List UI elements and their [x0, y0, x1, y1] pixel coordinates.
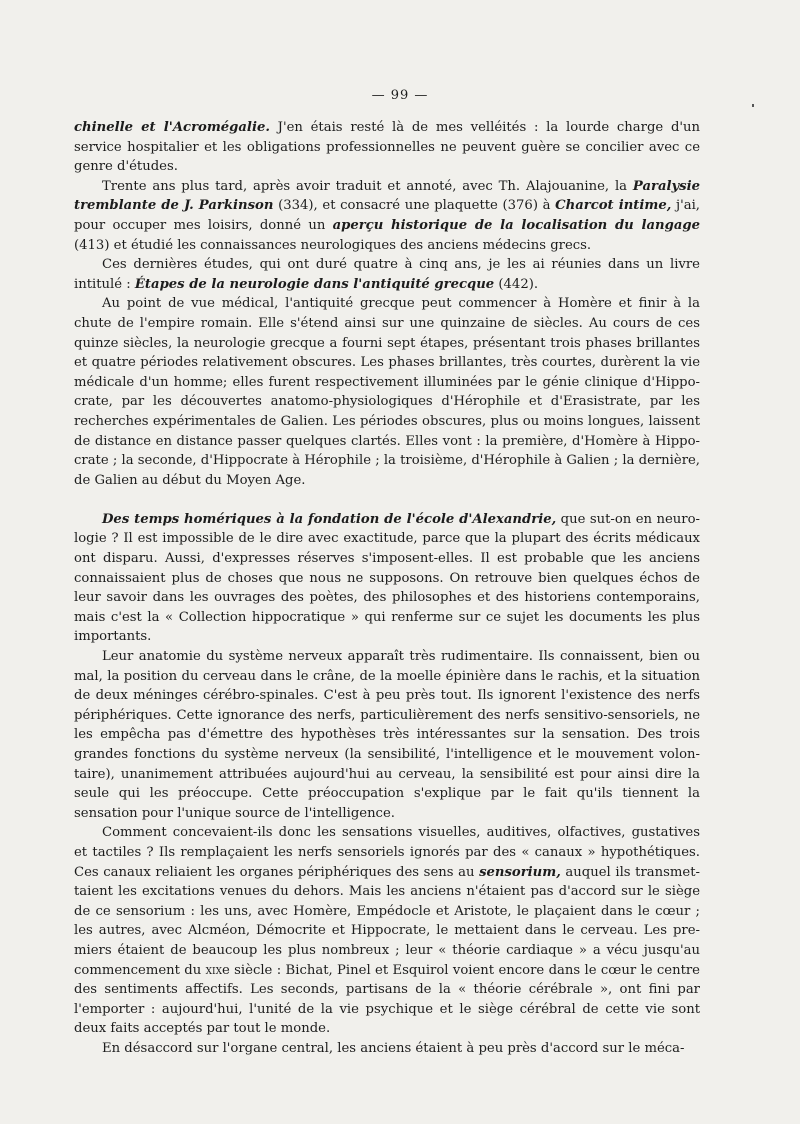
- print-speck: [752, 104, 754, 107]
- paragraph: [74, 294, 700, 490]
- italic-title: sensorium,: [479, 864, 561, 880]
- paragraph-text: (334), et consacré une plaquette (376) à: [273, 198, 556, 214]
- paragraph-text: que sut-on en neurologie ? Il est impossible de le dire avec exactitude, parce que la plupart des écrits médicaux ont disparu. Aussi, d'expresses réserves s'imposent-elles. Il est probable que les anciens connaissaient plus de choses que nous ne supposons. On retrouve bien quelques échos de leur savoir dans les ouvrages des poètes, des philosophes et des historiens contemporains, mais c'est la « Collection hippocratique » qui renferme sur ce sujet les documents les plus importants.: [74, 511, 700, 645]
- paragraph-text: J'en étais resté là de mes velléités : la lourde charge d'un service hospitalier et les obligations professionnelles ne peuvent guère se concilier avec ce genre d'études.: [74, 120, 700, 175]
- paragraph: [74, 255, 700, 294]
- paragraph-text: Leur anatomie du système nerveux apparaît très rudimentaire. Ils connaissent, bien ou mal, la position du cerveau dans le crâne, de la moelle épinière dans le rachis, et la situation de deux méninges cérébro-spinales. C'est à peu près tout. Ils ignorent l'existence des nerfs périphériques. Cette ignorance des nerfs, particulièrement des nerfs sensitivo-sensoriels, ne les empêcha pas d'émettre des hypothèses très intéressantes sur la sensation. Des trois grandes fonctions du système nerveux (la sensibilité, l'intelligence et le mouvement volontaire), unanimement attribuées aujourd'hui au cerveau, la sensibilité est pour ainsi dire la seule qui les préoccupe. Cette préoccupation s'explique par le fait qu'ils tiennent la sensation pour l'unique source de l'intelligence.: [74, 649, 700, 821]
- italic-title: Étapes de la neurologie dans l'antiquité grecque: [134, 276, 495, 292]
- small-caps-text: xix: [205, 962, 222, 978]
- paragraph-text: j'ai, pour occuper mes loisirs, donné un: [74, 198, 700, 233]
- paragraph: [74, 177, 700, 255]
- paragraph-text: Comment concevaient-ils donc les sensations visuelles, auditives, olfactives, gustatives et tactiles ? Ils remplaçaient les nerfs sensoriels ignorés par des « canaux » hypothétiques. Ces canaux reliaient les organes périphériques des sens au: [74, 825, 700, 880]
- paragraph-text: (442).: [494, 276, 539, 292]
- paragraph-text: Au point de vue médical, l'antiquité grecque peut commencer à Homère et finir à la chute de l'empire romain. Elle s'étend ainsi sur une quinzaine de siècles. Au cours de ces quinze siècles, la neurologie grecque a fourni sept étapes, présentant trois phases brillantes et quatre périodes relativement obscures. Les phases brillantes, très courtes, durèrent la vie médicale d'un homme; elles furent respectivement illuminées par le génie clinique d'Hippocrate, par les découvertes anatomo-physiologiques d'Hérophile et d'Erasistrate, par les recherches expérimentales de Galien. Les périodes obscures, plus ou moins longues, laissent de distance en distance passer quelques clartés. Elles vont : la première, d'Homère à Hippocrate ; la seconde, d'Hippocrate à Hérophile ; la troisième, d'Hérophile à Galien ; la dernière, de Galien au début du Moyen Age.: [74, 296, 700, 488]
- paragraph-text: Ces dernières études, qui ont duré quatre à cinq ans, je les ai réunies dans un livre intitulé :: [74, 257, 700, 292]
- paragraph-text: auquel ils transmettaient les excitations venues du dehors. Mais les anciens n'étaient pas d'accord sur le siège de ce sensorium : les uns, avec Homère, Empédocle et Aristote, le plaçaient dans le cœur ; les autres, avec Alcméon, Démocrite et Hippocrate, le mettaient dans le cerveau. Les premiers étaient de beaucoup les plus nombreux ; leur « théorie cardiaque » a vécu jusqu'au commencement du: [74, 864, 700, 978]
- italic-title: chinelle et l'Acromégalie.: [74, 120, 270, 135]
- paragraph: [74, 823, 700, 1039]
- paragraph-text: e siècle : Bichat, Pinel et Esquirol voient encore dans le cœur le centre des sentiments affectifs. Les seconds, partisans de la « théorie cérébrale », ont fini par l'emporter : aujourd'hui, l'unité de la vie psychique et le siège cérébral de cette vie sont deux faits acceptés par tout le monde.: [74, 962, 700, 1037]
- page-number: — 99 —: [371, 88, 429, 103]
- paragraph: [74, 647, 700, 823]
- paragraph-text: En désaccord sur l'organe central, les anciens étaient à peu près d'accord sur le méca-: [102, 1040, 685, 1056]
- italic-title: Des temps homériques à la fondation de l'école d'Alexandrie,: [102, 511, 557, 527]
- paragraph-text: (413) et étudié les connaissances neurologiques des anciens médecins grecs.: [74, 237, 592, 253]
- paragraph: [74, 510, 700, 647]
- italic-title: aperçu historique de la localisation du langage: [332, 217, 700, 233]
- paragraph: [74, 1039, 700, 1059]
- italic-title: Charcot intime,: [555, 198, 672, 214]
- paragraph-text: Trente ans plus tard, après avoir traduit et annoté, avec Th. Alajouanine, la: [102, 178, 633, 194]
- italic-title: Paralysie tremblante de J. Parkinson: [74, 178, 700, 214]
- paragraph: [74, 118, 700, 177]
- body-text: [74, 118, 700, 1059]
